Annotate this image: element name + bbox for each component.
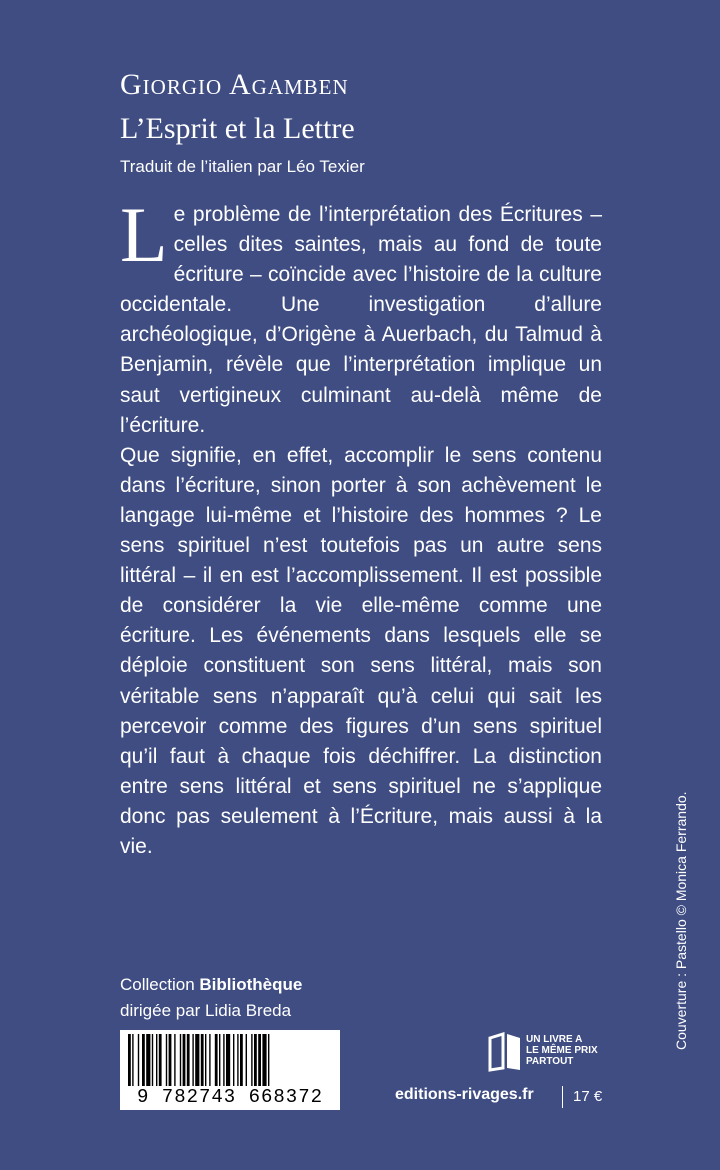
barcode-bar [262,1034,266,1086]
barcode-bar [201,1034,204,1086]
barcode-bar [159,1034,162,1086]
barcode-bar [166,1034,167,1086]
barcode-bar [268,1034,269,1086]
single-price-text [526,1034,598,1067]
book-title: L’Esprit et la Lettre [120,112,355,145]
barcode-bar [219,1034,220,1086]
barcode-bar [237,1034,238,1086]
barcode [120,1030,340,1110]
isbn-number: 9 782743 668372 [120,1086,340,1108]
barcode-bar [180,1034,181,1086]
price-divider [562,1086,563,1108]
cover-credit: Couverture : Pastello © Monica Ferrando. [673,791,689,1050]
collection-line [120,972,302,998]
single-price-line-2: LE MÊME PRIX [526,1045,598,1056]
barcode-bar [240,1034,243,1086]
barcode-bar [142,1034,145,1086]
single-price-logo [488,1032,618,1072]
barcode-bar [152,1034,153,1086]
barcode-bar [156,1034,157,1086]
single-price-line-1: UN LIVRE A [526,1034,583,1045]
barcode-bar [246,1034,247,1086]
book-price: 17 € [573,1088,603,1105]
author-name: Giorgio Agamben [120,68,349,101]
barcode-bars [120,1030,340,1088]
collection-info [120,972,302,1024]
barcode-bar [205,1034,206,1086]
blurb-paragraph-1-text: e problème de l’interprétation des Écritures – celles dites saintes, mais au fond de toute écriture – coïncide avec l’histoire de la culture occidentale. Une investigation d’allure archéologique, d’Origène à Auerbach, du Talmud à Benjamin, révèle que l’interprétation implique un saut vertigineux culminant au-delà même de l’écriture. [120,203,602,437]
barcode-bar [192,1034,193,1086]
drop-cap: L [120,191,168,278]
blurb-paragraph-1 [120,191,602,441]
translator-credit: Traduit de l’italien par Léo Texier [120,157,365,176]
blurb-text [120,191,602,862]
collection-prefix: Collection [120,975,195,994]
single-price-line-3: PARTOUT [526,1056,574,1067]
barcode-bar [233,1034,234,1086]
barcode-bar [132,1034,133,1086]
barcode-bar [169,1034,172,1086]
barcode-bar [146,1034,150,1086]
blurb-paragraph-2: Que signifie, en effet, accomplir le sens contenu dans l’écriture, sinon porter à son achèvement le langage lui-même et l’histoire des hommes ? Le sens spirituel n’est toutefois pas un autre sens littéral – il en est l’accomplissement. Il est possible de considérer la vie elle-même comme une écriture. Les événements dans lesquels elle se déploie constituent son sens littéral, mais son véritable sens n’apparaît qu’à celui qui sait les percevoir comme des figures d’un sens spirituel qu’il faut à chaque fois déchiffrer. La distinction entre sens littéral et sens spirituel ne s’applique donc pas seulement à l’Écriture, mais aussi à la vie. [120,443,602,858]
collection-director: dirigée par Lidia Breda [120,1001,292,1020]
barcode-bar [215,1034,218,1086]
barcode-bar [187,1034,190,1086]
open-book-icon [488,1032,522,1072]
publisher-website: editions-rivages.fr [395,1086,534,1103]
barcode-bar [251,1034,252,1086]
barcode-bar [195,1034,199,1086]
collection-name: Bibliothèque [199,975,303,994]
barcode-bar [226,1034,230,1086]
barcode-bar [209,1034,210,1086]
barcode-bar [254,1034,257,1086]
barcode-bar [138,1034,139,1086]
barcode-bar [174,1034,175,1086]
barcode-bar [223,1034,224,1086]
barcode-bar [258,1034,261,1086]
barcode-bar [183,1034,186,1086]
barcode-bar [128,1034,131,1086]
